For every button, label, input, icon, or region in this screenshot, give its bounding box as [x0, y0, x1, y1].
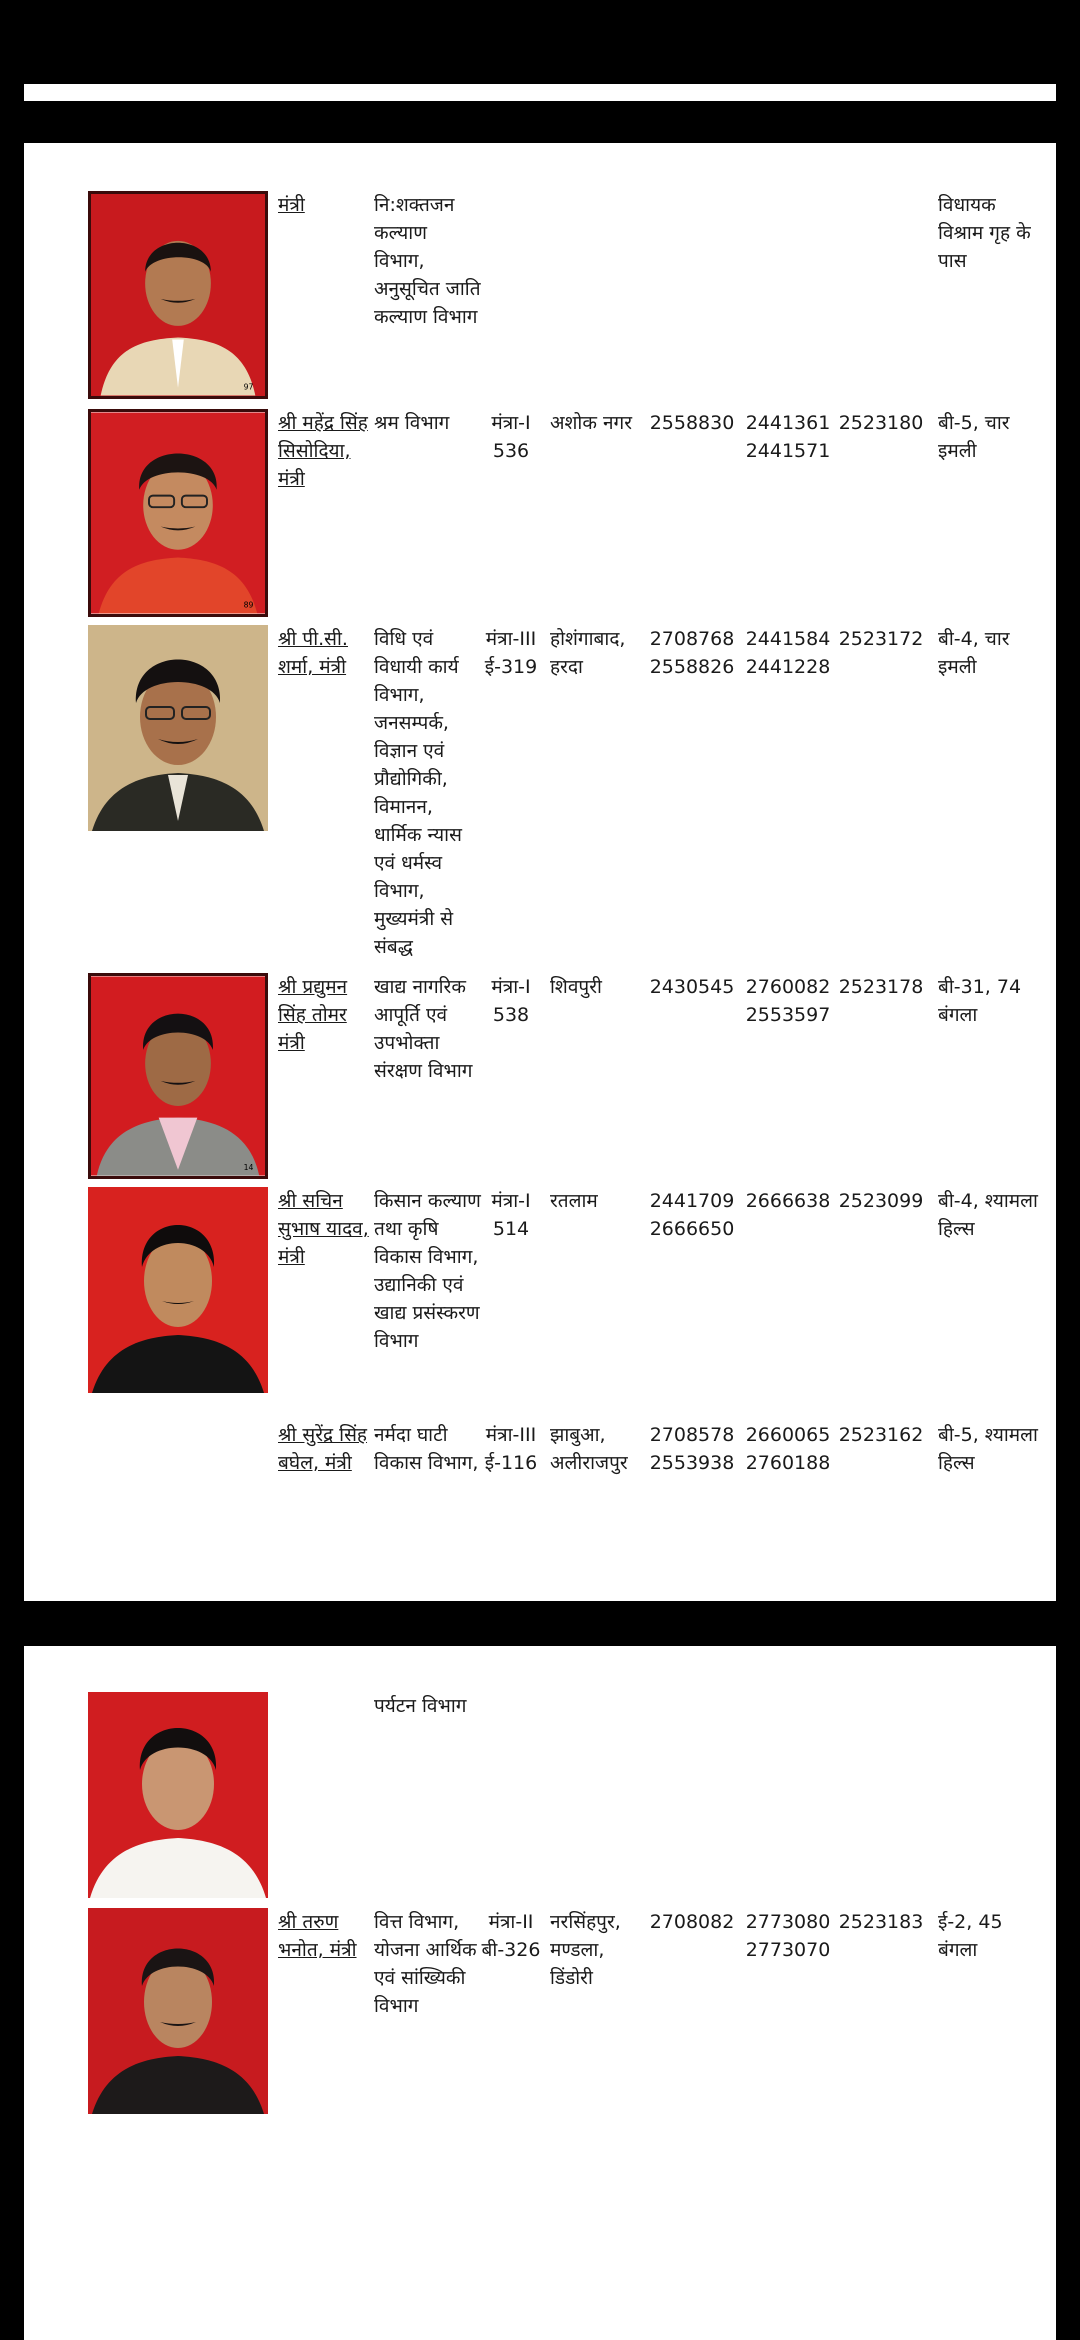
- residence-address: बी-5, श्यामला हिल्स: [938, 1424, 1038, 1474]
- office-phone: 2441709 2666650: [649, 1190, 735, 1240]
- office-phone: 2708578 2553938: [649, 1424, 735, 1474]
- office-phone: 2558830: [649, 412, 735, 434]
- person-portrait-icon: [91, 976, 265, 1176]
- header-strip: [24, 84, 1056, 101]
- table-row: [24, 1908, 1056, 2118]
- minister-photo: [88, 625, 268, 831]
- svg-text:97: 97: [243, 382, 254, 392]
- department-text: पर्यटन विभाग: [374, 1695, 467, 1717]
- room-number: मंत्रा-II बी-326: [481, 1911, 541, 1961]
- department-text: नर्मदा घाटी विकास विभाग,: [374, 1424, 479, 1474]
- constituency: अशोक नगर: [550, 412, 633, 434]
- room-number: मंत्रा-I 536: [491, 412, 531, 462]
- residence-address: बी-4, श्यामला हिल्स: [938, 1190, 1038, 1240]
- residence-address: बी-4, चार इमली: [938, 628, 1010, 678]
- table-row: [24, 1421, 1056, 1521]
- constituency: रतलाम: [550, 1190, 598, 1212]
- minister-name-link[interactable]: श्री सुरेंद्र सिंह बघेल, मंत्री: [278, 1424, 368, 1474]
- minister-photo: [88, 191, 268, 399]
- department-text: किसान कल्याण तथा कृषि विकास विभाग, उद्यानिकी एवं खाद्य प्रसंस्करण विभाग: [374, 1190, 481, 1352]
- svg-text:89: 89: [243, 600, 254, 610]
- residence-phone: 2660065 2760188: [745, 1424, 831, 1474]
- fax-number: 2523183: [838, 1911, 924, 1933]
- department-text: श्रम विभाग: [374, 412, 450, 434]
- fax-number: 2523099: [838, 1190, 924, 1212]
- office-phone: 2708082: [649, 1911, 735, 1933]
- department-text: नि:शक्तजन कल्याण विभाग, अनुसूचित जाति कल्याण विभाग: [374, 194, 481, 328]
- minister-name-link[interactable]: श्री प्रद्युमन सिंह तोमर मंत्री: [278, 976, 348, 1054]
- document-page-2[interactable]: [24, 1646, 1056, 2340]
- department-text: विधि एवं विधायी कार्य विभाग, जनसम्पर्क, विज्ञान एवं प्रौद्योगिकी, विमानन, धार्मिक न्यास एवं धर्मस्व विभाग, मुख्यमंत्री से संबद्ध: [374, 628, 462, 958]
- table-row: [24, 1187, 1056, 1417]
- constituency: झाबुआ, अलीराजपुर: [550, 1424, 628, 1474]
- minister-name-link[interactable]: श्री सचिन सुभाष यादव, मंत्री: [278, 1190, 369, 1268]
- residence-phone: 2441361 2441571: [745, 412, 831, 462]
- person-portrait-icon: [88, 625, 268, 831]
- office-phone: 2708768 2558826: [649, 628, 735, 678]
- table-row: [24, 973, 1056, 1181]
- person-portrait-icon: [88, 1187, 268, 1393]
- minister-photo: [88, 1908, 268, 2114]
- minister-photo: [88, 973, 268, 1179]
- residence-address: विधायक विश्राम गृह के पास: [938, 194, 1031, 272]
- residence-phone: 2666638: [745, 1190, 831, 1212]
- minister-name-link[interactable]: श्री तरुण भनोत, मंत्री: [278, 1911, 357, 1961]
- person-portrait-icon: [91, 194, 265, 396]
- minister-name-link[interactable]: श्री महेंद्र सिंह सिसोदिया, मंत्री: [278, 412, 368, 490]
- minister-photo: [88, 1187, 268, 1393]
- department-text: वित्त विभाग, योजना आर्थिक एवं सांख्यिकी विभाग: [374, 1911, 477, 2017]
- svg-text:14: 14: [243, 1162, 254, 1172]
- room-number: मंत्रा-I 538: [491, 976, 531, 1026]
- fax-number: 2523172: [838, 628, 924, 650]
- residence-phone: 2773080 2773070: [745, 1911, 831, 1961]
- minister-photo: [88, 1692, 268, 1898]
- department-text: खाद्य नागरिक आपूर्ति एवं उपभोक्ता संरक्षण विभाग: [374, 976, 473, 1082]
- residence-phone: 2760082 2553597: [745, 976, 831, 1026]
- minister-name-link[interactable]: श्री पी.सी. शर्मा, मंत्री: [278, 628, 348, 678]
- room-number: मंत्रा-III ई-116: [484, 1424, 538, 1474]
- person-portrait-icon: [88, 1692, 268, 1898]
- person-portrait-icon: [91, 412, 265, 614]
- table-row: [24, 1692, 1056, 1898]
- document-page-1[interactable]: [24, 143, 1056, 1601]
- person-portrait-icon: [88, 1908, 268, 2114]
- minister-name-link[interactable]: मंत्री: [278, 194, 305, 216]
- residence-address: बी-31, 74 बंगला: [938, 976, 1022, 1026]
- fax-number: 2523178: [838, 976, 924, 998]
- residence-address: ई-2, 45 बंगला: [938, 1911, 1003, 1961]
- room-number: मंत्रा-I 514: [491, 1190, 531, 1240]
- office-phone: 2430545: [649, 976, 735, 998]
- table-row: [24, 191, 1056, 401]
- table-row: [24, 625, 1056, 965]
- constituency: नरसिंहपुर, मण्डला, डिंडोरी: [550, 1911, 621, 1989]
- fax-number: 2523180: [838, 412, 924, 434]
- fax-number: 2523162: [838, 1424, 924, 1446]
- residence-address: बी-5, चार इमली: [938, 412, 1010, 462]
- constituency: शिवपुरी: [550, 976, 602, 998]
- residence-phone: 2441584 2441228: [745, 628, 831, 678]
- minister-photo: [88, 409, 268, 617]
- constituency: होशंगाबाद, हरदा: [550, 628, 626, 678]
- table-row: [24, 409, 1056, 617]
- room-number: मंत्रा-III ई-319: [484, 628, 538, 678]
